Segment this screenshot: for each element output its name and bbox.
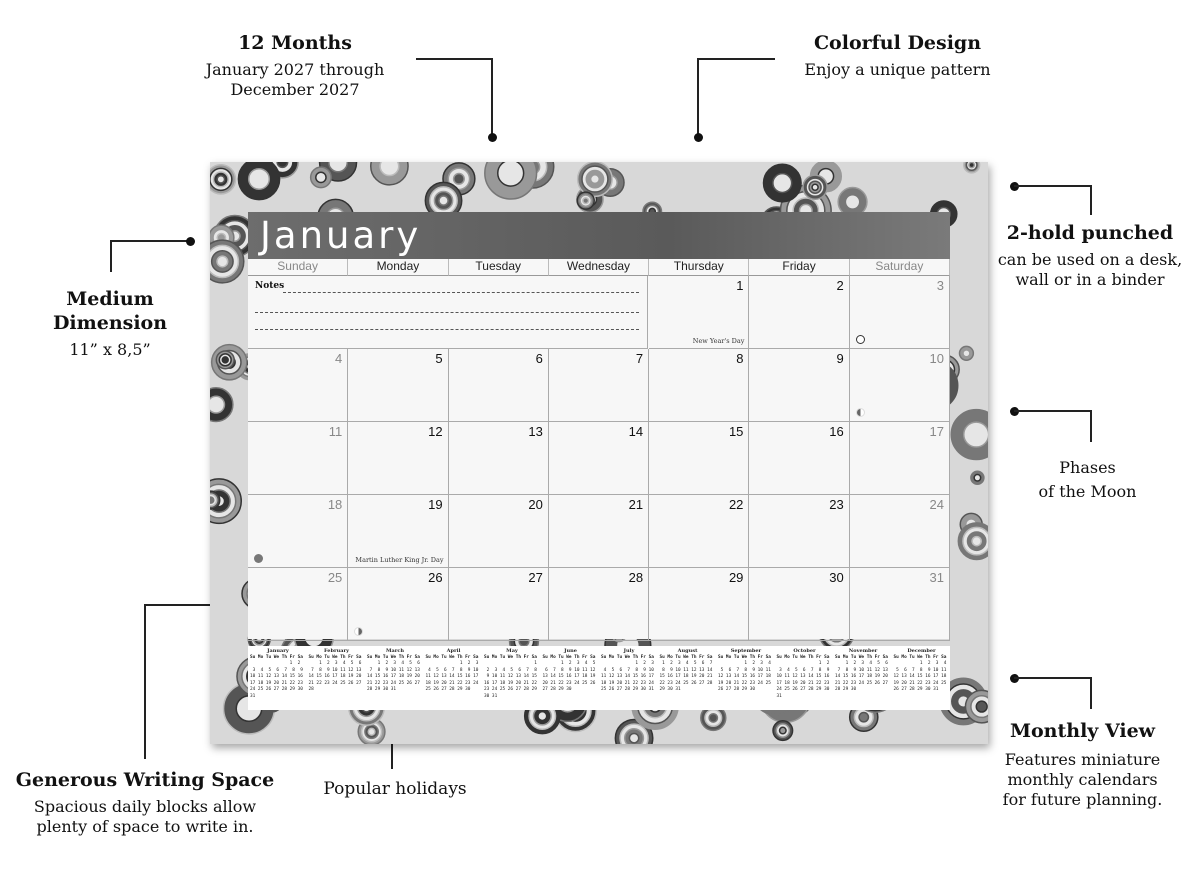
mini-week-row: 28 29 30 31 [367,687,397,692]
day-cell[interactable] [348,422,448,495]
mini-week-row: 5 6 7 8 9 10 11 [893,667,947,673]
day-cell[interactable] [850,568,950,641]
day-number: 19 [428,497,443,512]
mini-weekday-row: Su Mo Tu We Th Fr Sa [425,654,479,660]
leader-line [416,58,493,60]
day-cell[interactable] [749,422,849,495]
mini-weekday-row: Su Mo Tu We Th Fr Sa [601,654,654,660]
mini-week-row: 10 11 12 13 14 15 16 [250,674,303,679]
mini-week-row: 3 4 5 6 7 8 9 [776,667,830,673]
mini-month-name: June [564,648,577,654]
mini-week-row: 14 15 16 17 18 19 20 [308,674,362,679]
day-cell[interactable] [549,568,649,641]
leader-line [110,240,190,242]
day-number: 18 [327,497,343,512]
annotation-text: December 2027 [230,79,360,99]
weekday-header-thursday: Thursday [649,259,749,276]
day-number: 27 [528,570,543,585]
leader-line [110,240,112,272]
month-grid [248,259,950,639]
leader-line [491,58,493,136]
moon-full-icon [856,335,865,344]
annotation-text: Phases [1059,458,1116,477]
moon-new-icon [254,554,263,563]
annotation-dimension [20,288,200,360]
leader-line [1090,410,1092,442]
day-cell[interactable] [850,495,950,568]
day-number: 20 [528,497,543,512]
weekday-header-sunday: Sunday [248,259,348,276]
mini-month-name: March [385,648,405,654]
annotation-colorful-design [790,32,1005,80]
day-number: 14 [628,424,644,439]
leader-line [1014,677,1092,679]
weekday-header-monday: Monday [348,259,448,276]
leader-line [1090,185,1092,215]
mini-week-row: 2 3 4 5 6 7 8 [484,667,537,673]
day-cell[interactable] [248,568,348,641]
day-cell[interactable] [348,495,448,568]
annotation-text: Features miniature [1004,749,1161,769]
mini-month-name: November [848,648,878,654]
day-cell[interactable] [649,495,749,568]
mini-week-row: 9 10 11 12 13 14 15 [484,674,537,679]
day-number: 4 [335,351,343,366]
annotation-text: of the Moon [1038,482,1137,501]
mini-week-row: 28 29 30 [835,687,857,692]
annotation-text: 11” x 8,5” [69,339,151,359]
notes-line [255,312,639,313]
mini-week-row: 1 [484,661,537,666]
mini-week-row: 1 2 3 4 5 6 [308,661,362,666]
mini-week-row: 1 2 3 4 5 6 [367,661,420,666]
mini-week-row: 11 12 13 14 15 16 17 [601,674,654,679]
day-cell[interactable] [549,349,649,422]
annotation-text: January 2027 through [205,59,385,79]
annotation-text: monthly calendars [1007,769,1158,789]
mini-week-row: 1 2 [776,661,830,666]
mini-week-row: 1 2 3 4 [718,661,771,666]
mini-calendar-october [777,648,833,700]
day-number: 22 [728,497,744,512]
mini-week-row: 25 26 27 28 29 30 [425,687,471,692]
annotation-monthly-view [995,720,1170,810]
mini-week-row: 20 21 22 23 24 25 26 [542,680,596,686]
day-cell[interactable] [850,422,950,495]
mini-month-name: December [907,648,936,654]
annotation-heading: Colorful Design [813,32,982,54]
mini-calendar-november [835,648,891,694]
desk-calendar [210,162,988,744]
mini-week-row: 18 19 20 21 22 23 24 [601,680,654,686]
day-number: 30 [829,570,844,585]
annotation-heading: Monthly View [1009,720,1156,742]
mini-week-row: 24 25 26 27 28 29 30 [250,687,303,692]
mini-week-row: 18 19 20 21 22 23 24 [425,680,479,686]
mini-week-row: 28 [308,687,314,692]
mini-week-row: 31 [776,693,782,699]
mini-week-row: 1 2 3 4 5 [542,661,596,666]
leader-line [1090,677,1092,709]
mini-week-row: 29 30 31 [659,687,681,692]
day-number: 8 [736,351,744,366]
day-cell[interactable] [749,349,849,422]
leader-line [697,58,699,136]
weekday-header-wednesday: Wednesday [549,259,649,276]
annotation-heading: Medium [66,288,154,310]
day-number: 16 [829,424,844,439]
mini-week-row: 3 4 5 6 7 8 9 [250,667,303,673]
mini-weekday-row: Su Mo Tu We Th Fr Sa [893,654,947,660]
annotation-moon-phases [1000,458,1175,502]
day-cell[interactable] [449,568,549,641]
mini-week-row: 30 31 [484,693,498,699]
leader-line [144,604,146,759]
mini-week-row: 21 22 23 24 25 26 27 [835,680,888,686]
day-number: 2 [836,278,844,293]
day-cell[interactable] [348,349,448,422]
mini-week-row: 7 8 9 10 11 12 13 [308,667,362,673]
mini-calendar-august [660,648,716,694]
weekday-header-friday: Friday [749,259,849,276]
mini-weekday-row: Su Mo Tu We Th Fr Sa [776,654,830,660]
mini-week-row: 26 27 28 29 30 31 [893,687,939,692]
weekday-header-saturday: Saturday [850,259,950,276]
mini-week-row: 21 22 23 24 25 26 27 [308,680,362,686]
annotation-holidays [300,779,490,800]
leader-dot [694,133,703,142]
annotation-text: wall or in a binder [1015,269,1165,289]
day-number: 6 [535,351,543,366]
day-number: 23 [829,497,844,512]
day-number: 9 [836,351,844,366]
mini-calendar-january [250,648,306,700]
weekday-header-tuesday: Tuesday [449,259,549,276]
mini-week-row: 12 13 14 15 16 17 18 [893,674,947,679]
mini-weekday-row: Su Mo Tu We Th Fr Sa [542,654,596,660]
annotation-text: Enjoy a unique pattern [804,59,991,79]
mini-week-row: 14 15 16 17 18 19 20 [835,674,888,679]
mini-week-row: 24 25 26 27 28 29 30 [776,687,830,692]
leader-line [1014,185,1092,187]
day-cell[interactable] [850,349,950,422]
mini-week-row: 19 20 21 22 23 24 25 [718,680,771,686]
mini-week-row: 31 [250,693,256,699]
moon-last-quarter-icon [856,408,865,417]
annotation-hole-punched [990,222,1190,290]
moon-first-quarter-icon [354,627,363,636]
annotation-text: plenty of space to write in. [36,816,254,836]
day-number: 10 [929,351,944,366]
mini-month-name: May [506,648,518,654]
day-number: 29 [728,570,744,585]
mini-week-row: 1 2 3 4 [893,661,947,666]
mini-week-row: 1 2 3 [601,661,654,666]
mini-calendars-strip [248,646,950,710]
day-cell[interactable] [248,495,348,568]
mini-month-name: October [793,648,816,654]
mini-week-row: 12 13 14 15 16 17 18 [718,674,771,679]
mini-calendar-may [484,648,540,700]
annotation-text: Popular holidays [323,779,467,799]
day-cell[interactable] [248,349,348,422]
day-cell[interactable] [449,422,549,495]
mini-week-row: 26 27 28 29 30 [718,687,756,692]
mini-week-row: 4 5 6 7 8 9 10 [425,667,479,673]
day-number: 13 [528,424,543,439]
day-cell[interactable] [850,276,950,349]
mini-week-row: 15 16 17 18 19 20 21 [659,674,713,679]
annotation-text: Spacious daily blocks allow [33,796,257,816]
annotation-heading: Dimension [52,311,168,334]
month-banner [248,212,950,259]
day-number: 28 [628,570,644,585]
mini-week-row: 1 2 3 [425,661,479,666]
mini-weekday-row: Su Mo Tu We Th Fr Sa [835,654,888,660]
day-cell[interactable] [549,422,649,495]
mini-calendar-june [543,648,599,694]
mini-week-row: 27 28 29 30 [542,687,572,692]
mini-week-row: 19 20 21 22 23 24 25 [893,680,947,686]
day-number: 24 [929,497,944,512]
mini-week-row: 17 18 19 20 21 22 23 [776,680,830,686]
mini-month-name: February [323,648,349,654]
mini-week-row: 4 5 6 7 8 9 10 [601,667,654,673]
mini-week-row: 1 2 [250,661,301,666]
leader-line [1014,410,1092,412]
notes-line [255,329,639,330]
mini-week-row: 7 8 9 10 11 12 13 [367,667,420,673]
mini-week-row: 1 2 3 4 5 6 7 [659,661,713,666]
day-number: 3 [936,278,944,293]
mini-week-row: 23 24 25 26 27 28 29 [484,687,537,692]
annotation-writing-space [15,769,275,837]
notes-line [283,292,639,293]
day-cell[interactable] [649,349,749,422]
mini-week-row: 16 17 18 19 20 21 22 [484,680,537,686]
notes-label: Notes [255,281,285,291]
day-cell[interactable] [248,422,348,495]
day-number: 7 [635,351,644,366]
month-title: January [260,214,422,257]
mini-calendar-july [601,648,657,694]
mini-week-row: 14 15 16 17 18 19 20 [367,674,420,679]
mini-weekday-row: Su Mo Tu We Th Fr Sa [484,654,537,660]
day-cell[interactable] [549,495,649,568]
day-number: 26 [428,570,443,585]
mini-month-name: April [446,648,461,654]
mini-weekday-row: Su Mo Tu We Th Fr Sa [308,654,362,660]
day-cell[interactable] [749,495,849,568]
mini-month-name: July [623,648,635,654]
day-number: 11 [328,424,343,439]
holiday-label: New Year's Day [692,337,745,345]
mini-week-row: 21 22 23 24 25 26 27 [367,680,420,686]
leader-line [697,58,775,60]
day-number: 1 [736,278,744,293]
mini-calendar-march [367,648,423,694]
mini-week-row: 13 14 15 16 17 18 19 [542,674,596,679]
day-cell[interactable] [649,568,749,641]
day-cell[interactable] [749,568,849,641]
mini-week-row: 5 6 7 8 9 10 11 [718,667,771,673]
day-number: 21 [628,497,644,512]
leader-dot [186,237,195,246]
mini-calendar-april [426,648,482,694]
day-number: 25 [327,570,343,585]
holiday-label: Martin Luther King Jr. Day [355,556,444,564]
mini-week-row: 10 11 12 13 14 15 16 [776,674,830,679]
mini-week-row: 25 26 27 28 29 30 31 [601,687,654,692]
leader-dot [488,133,497,142]
day-number: 5 [435,351,443,366]
mini-week-row: 8 9 10 11 12 13 14 [659,667,713,673]
day-cell[interactable] [449,349,549,422]
annotation-heading: 2-hold punched [1006,222,1174,244]
mini-week-row: 6 7 8 9 10 11 12 [542,667,596,673]
day-number: 12 [428,424,443,439]
day-cell[interactable] [348,568,448,641]
mini-week-row: 11 12 13 14 15 16 17 [425,674,479,679]
mini-calendar-february [309,648,365,694]
annotation-heading: 12 Months [238,32,352,54]
notes-area[interactable] [248,276,648,349]
day-number: 15 [728,424,744,439]
mini-week-row: 17 18 19 20 21 22 23 [250,680,303,686]
day-cell[interactable] [749,276,849,349]
mini-week-row: 1 2 3 4 5 6 [835,661,888,666]
mini-calendar-september [718,648,774,694]
annotation-text: for future planning. [1002,789,1163,809]
day-number: 17 [929,424,944,439]
mini-week-row: 7 8 9 10 11 12 13 [835,667,888,673]
day-number: 31 [929,570,944,585]
mini-month-name: August [677,648,698,654]
mini-weekday-row: Su Mo Tu We Th Fr Sa [367,654,420,660]
day-cell[interactable] [649,422,749,495]
mini-weekday-row: Su Mo Tu We Th Fr Sa [250,654,303,660]
day-cell[interactable] [449,495,549,568]
mini-weekday-row: Su Mo Tu We Th Fr Sa [659,654,713,660]
annotation-12-months [190,32,400,100]
mini-month-name: January [267,648,289,654]
mini-month-name: September [730,648,762,654]
annotation-heading: Generous Writing Space [15,769,275,791]
mini-calendar-december [894,648,950,694]
mini-week-row: 22 23 24 25 26 27 28 [659,680,713,686]
day-cell[interactable] [649,276,749,349]
annotation-text: can be used on a desk, [997,249,1183,269]
mini-weekday-row: Su Mo Tu We Th Fr Sa [718,654,771,660]
